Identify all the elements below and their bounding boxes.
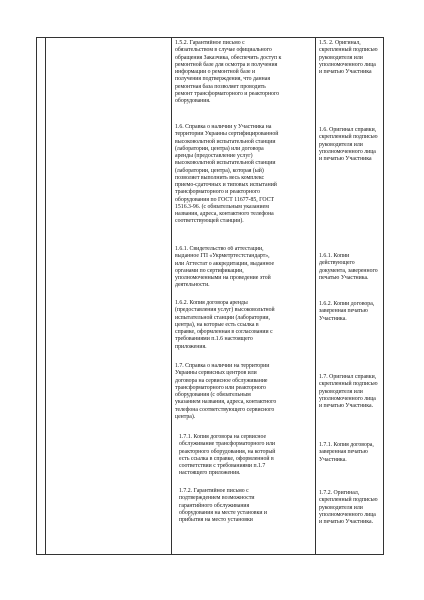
form-1-7-1 xyxy=(319,442,383,464)
text-line: Участника. xyxy=(319,456,347,463)
text-line: центра), на которые есть ссылка в xyxy=(175,321,259,328)
requirement-1-6 xyxy=(175,124,314,226)
text-line: скрепленный подписью xyxy=(319,134,378,141)
text-line: реакторного оборудования, на который xyxy=(179,448,276,455)
form-1-5-2 xyxy=(319,40,383,76)
text-line: 1.7.1. Копия договора на сервисное xyxy=(179,434,267,440)
text-line: органами по сертификации, xyxy=(175,267,244,274)
requirements-list xyxy=(172,38,315,554)
text-line: требованиями п.1.6 настоящего xyxy=(175,336,253,343)
text-line: (лаборатории, центра), которая (ый) xyxy=(175,167,264,174)
requirement-1-6-1 xyxy=(175,246,314,290)
requirement-1-6-2 xyxy=(175,300,314,351)
text-line: ремонтная база позволяет проводить xyxy=(175,83,266,90)
text-line: 1.6.2. Копия договора аренды xyxy=(175,300,248,306)
text-line: действующего xyxy=(319,260,355,267)
text-line: аренды (предоставление услуг) xyxy=(175,153,253,159)
text-line: 1.6.1. Свидетельство об аттестации, xyxy=(175,246,264,252)
text-line: оборудования по ГОСТ 11677-85, ГОСТ xyxy=(175,196,275,203)
text-line: заверенная печатью xyxy=(319,449,368,456)
text-line: соответствии с требованиями п.1.7 xyxy=(179,463,266,469)
form-1-7-2 xyxy=(319,490,383,526)
text-line: уполномоченного лица xyxy=(319,395,376,402)
text-line: печатью Участника. xyxy=(319,274,369,281)
text-line: 1516.3-96. (с обязательным указанием xyxy=(175,203,269,210)
text-line: уполномоченного лица xyxy=(319,511,376,518)
text-line: территории Украины сертифицированной xyxy=(175,131,279,138)
text-line: 1.5. 2. Оригинал, xyxy=(319,40,361,46)
text-line: руководителя или xyxy=(319,54,363,61)
text-line: высоковольтной испытательной станции xyxy=(175,138,276,145)
form-1-6-1 xyxy=(319,253,383,282)
text-line: высоковольтной испытательной станции xyxy=(175,160,276,167)
text-line: обязательством в случае официального xyxy=(175,47,272,54)
text-line: ремонтной базе для осмотра и получения xyxy=(175,61,278,68)
text-line: трансформаторного и реакторного xyxy=(175,189,260,196)
text-line: скрепленный подписью xyxy=(319,381,378,388)
text-line: уполномоченного лица xyxy=(319,61,376,68)
requirement-1-7-1 xyxy=(179,434,315,478)
text-line: обращения Заказчика, обеспечить доступ к xyxy=(175,54,282,61)
text-line: скрепленный подписью xyxy=(319,497,378,504)
text-line: 1.6.2. Копии договора, xyxy=(319,301,375,307)
text-line: информации о ремонтной базе и xyxy=(175,69,256,75)
form-1-6-2 xyxy=(319,301,383,323)
criterion-column-cell xyxy=(46,38,172,555)
text-line: центра). xyxy=(175,413,196,420)
text-line: есть ссылка в справке, оформленной в xyxy=(179,455,274,462)
text-line: договора на сервисное обслуживание xyxy=(175,377,268,384)
text-line: испытательной станции (лаборатории, xyxy=(175,314,270,321)
text-line: руководителя или xyxy=(319,141,363,148)
text-line: 1.6. Справка о наличии у Участника на xyxy=(175,124,272,130)
text-line: и печатью Участника. xyxy=(319,519,374,525)
text-line: настоящего приложения. xyxy=(179,470,241,477)
text-line: прибытия на место установки xyxy=(179,517,253,523)
text-line: 1.5.2. Гарантийное письмо с xyxy=(175,40,245,46)
text-line: справке, оформленная в согласовании с xyxy=(175,329,273,335)
text-line: 1.7.2. Гарантийное письмо с xyxy=(179,488,249,494)
requirements-column-cell xyxy=(172,38,316,555)
text-line: телефона соответствующего сервисного xyxy=(175,406,275,413)
text-line: оборудования. xyxy=(175,98,211,104)
text-line: позволяет выполнить весь комплекс xyxy=(175,174,265,181)
text-line: Участника. xyxy=(319,315,347,322)
text-line: (лаборатории, центра) или договора xyxy=(175,145,264,152)
text-line: и печатью Участника xyxy=(319,156,372,162)
text-line: уполномоченного лица xyxy=(319,148,376,155)
requirement-1-7-2 xyxy=(179,488,315,524)
text-line: трансформаторного или реакторного xyxy=(175,384,266,391)
text-line: (предоставления услуг) высоковольтной xyxy=(175,307,275,314)
requirement-1-7 xyxy=(175,363,314,421)
form-column-cell xyxy=(316,38,384,555)
text-line: документа, заверенного xyxy=(319,267,378,274)
form-1-7 xyxy=(319,374,383,410)
text-line: и печатью Участника. xyxy=(319,403,374,409)
text-line: соответствующей станции). xyxy=(175,218,244,225)
requirements-table xyxy=(36,37,384,555)
text-line: руководителя или xyxy=(319,388,363,395)
text-line: и печатью Участника xyxy=(319,69,372,75)
text-line: обслуживание трансформаторного или xyxy=(179,441,275,448)
text-line: или Аттестат о аккредитации, выданное xyxy=(175,260,275,267)
text-line: 1.6.1. Копии xyxy=(319,253,350,259)
text-line: оборудования на месте установки и xyxy=(179,509,267,516)
text-line: 1.7.1. Копия договора, xyxy=(319,442,374,448)
text-line: 1.7.2. Оригинал, xyxy=(319,490,360,496)
text-line: ремонт трансформаторного и реакторного xyxy=(175,90,280,97)
requirement-1-5-2 xyxy=(175,40,314,105)
text-line: приложения. xyxy=(175,343,207,350)
form-1-6 xyxy=(319,127,383,163)
text-line: гарантийного обслуживания xyxy=(179,502,250,509)
text-line: уполномоченными на проведение этой xyxy=(175,275,271,281)
text-line: деятельности. xyxy=(175,282,210,289)
text-line: оборудования (с обязательным xyxy=(175,392,251,398)
text-line: скрепленный подписью xyxy=(319,47,378,54)
text-line: заверенная печатью xyxy=(319,308,368,315)
text-line: подтверждением возможности xyxy=(179,495,255,502)
number-column-cell xyxy=(37,38,46,555)
text-line: руководителя или xyxy=(319,504,363,511)
text-line: названия, адреса, контактного телефона xyxy=(175,211,274,217)
text-line: выданное ГП «Укрметртестстандарт», xyxy=(175,253,270,260)
text-line: 1.7. Справка о наличии на территории xyxy=(175,363,270,369)
text-line: приемо-сдаточных и типовых испытаний xyxy=(175,182,277,188)
text-line: получения подтверждения, что данная xyxy=(175,76,270,83)
table-row xyxy=(37,38,384,555)
text-line: 1.6. Оригинал справки, xyxy=(319,127,377,133)
forms-list xyxy=(316,38,383,554)
text-line: Украины сервисных центров или xyxy=(175,370,257,377)
text-line: указанием названия, адреса, контактного xyxy=(175,399,277,406)
text-line: 1.7. Оригинал справки, xyxy=(319,374,377,380)
